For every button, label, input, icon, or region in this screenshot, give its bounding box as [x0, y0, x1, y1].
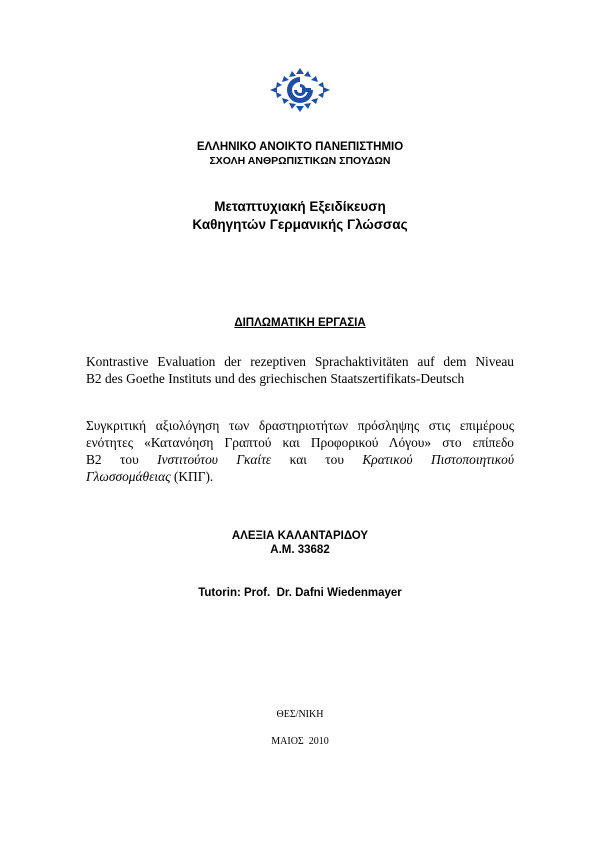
- program-title-line-1: Μεταπτυχιακή Εξειδίκευση: [214, 199, 386, 214]
- thesis-title-greek-line-3: [86, 451, 514, 468]
- thesis-title-german: [86, 353, 514, 387]
- tutor-line: Tutorin: Prof. Dr. Dafni Wiedenmayer: [198, 587, 402, 599]
- greek-italic-segment: Γλωσσομάθειας: [86, 469, 171, 484]
- greek-text-segment: B2 του: [86, 452, 139, 467]
- student-id: Α.Μ. 33682: [270, 544, 330, 556]
- thesis-title-greek: [86, 417, 514, 485]
- thesis-title-german-line-1: Kontrastive Evaluation der rezeptiven Sprachaktivitäten auf dem Niveau: [86, 354, 514, 369]
- thesis-title-german-line-2: B2 des Goethe Instituts und des griechischen Staatszertifikats-Deutsch: [86, 371, 465, 386]
- thesis-title-greek-line-1: Συγκριτική αξιολόγηση των δραστηριοτήτων πρόσληψης στις επιμέρους: [86, 418, 514, 433]
- greek-text-segment: και του: [289, 452, 344, 467]
- university-logo-icon: [268, 68, 332, 112]
- city: ΘΕΣ/ΝΙΚΗ: [276, 709, 324, 720]
- greek-italic-segment: Ινστιτούτου Γκαίτε: [157, 452, 272, 467]
- author-name: ΑΛΕΞΙΑ ΚΑΛΑΝΤΑΡΙΔΟΥ: [231, 530, 369, 542]
- greek-italic-segment: Κρατικού Πιστοποιητικού: [362, 452, 514, 467]
- school-name: ΣΧΟΛΗ ΑΝΘΡΩΠΙΣΤΙΚΩΝ ΣΠΟΥΔΩΝ: [209, 155, 391, 167]
- university-name: ΕΛΛΗΝΙΚΟ ΑΝΟΙΚΤΟ ΠΑΝΕΠΙΣΤΗΜΙΟ: [196, 141, 404, 153]
- greek-text-segment: (ΚΠΓ).: [173, 469, 214, 484]
- thesis-title-greek-line-4: [86, 468, 514, 485]
- date: ΜΑΙΟΣ 2010: [271, 736, 329, 747]
- thesis-title-greek-line-2: ενότητες «Κατανόηση Γραπτού και Προφορικού Λόγου» στο επίπεδο: [86, 435, 514, 450]
- program-title-line-2: Καθηγητών Γερμανικής Γλώσσας: [192, 217, 408, 232]
- document-type-heading: ΔΙΠΛΩΜΑΤΙΚΗ ΕΡΓΑΣΙΑ: [234, 317, 366, 329]
